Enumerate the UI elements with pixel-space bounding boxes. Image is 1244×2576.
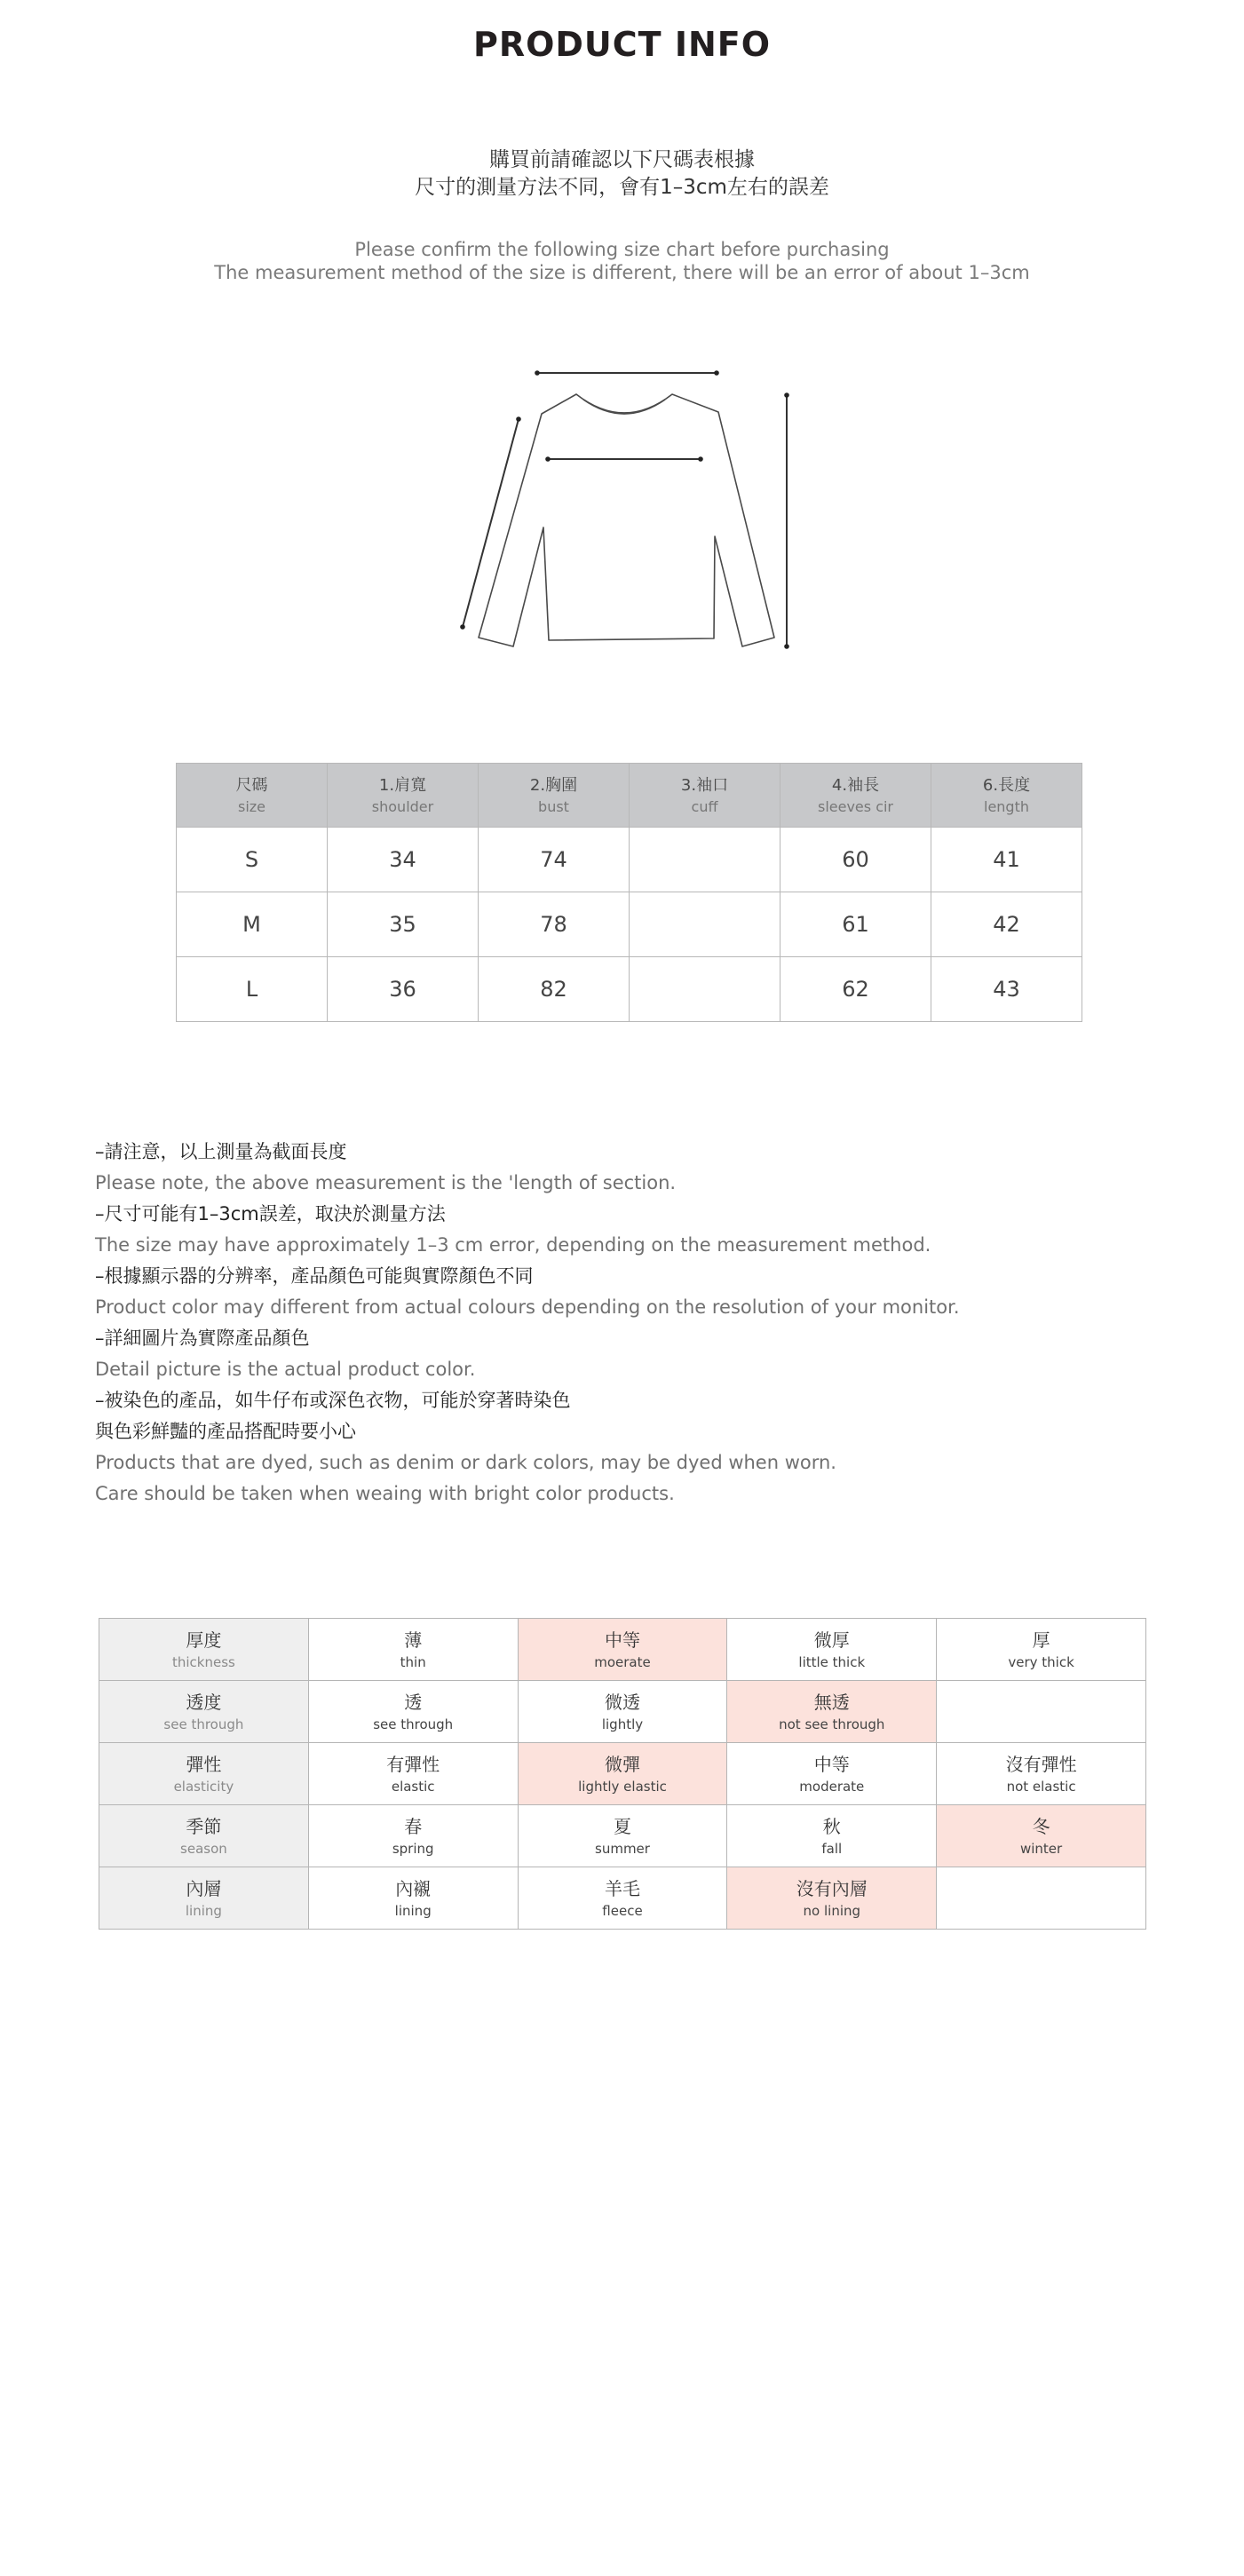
attribute-option	[308, 1805, 518, 1867]
attribute-option	[727, 1619, 937, 1681]
header-label-en: size	[237, 797, 266, 815]
note-en: Detail picture is the actual product color.	[95, 1359, 476, 1380]
header-label-zh: 6.長度	[982, 775, 1031, 795]
attribute-row	[99, 1805, 1146, 1867]
option-label-en: very thick	[1008, 1653, 1074, 1670]
attribute-option-selected	[518, 1743, 727, 1805]
intro-zh-line-1: 購買前請確認以下尺碼表根據	[489, 148, 755, 171]
option-label-en: lining	[394, 1902, 432, 1919]
option-label-en: moerate	[594, 1653, 651, 1670]
size-value-cell: 74	[479, 828, 630, 892]
option-label-zh: 薄	[404, 1629, 423, 1651]
intro-english	[0, 238, 1244, 284]
size-chart-header	[177, 764, 1082, 828]
attribute-option-selected	[727, 1867, 937, 1930]
attribute-option	[308, 1743, 518, 1805]
attribute-name-zh: 透度	[186, 1691, 222, 1713]
size-value-cell: 34	[328, 828, 479, 892]
option-label-zh: 中等	[604, 1629, 640, 1651]
option-label-en: lightly	[601, 1716, 644, 1732]
option-label-zh: 沒有內層	[796, 1877, 868, 1899]
note-zh: –請注意，以上測量為截面長度	[95, 1141, 347, 1162]
attribute-header-cell	[99, 1867, 309, 1930]
option-label-zh: 中等	[813, 1753, 850, 1775]
attribute-option	[937, 1681, 1146, 1743]
fabric-attributes-table	[99, 1618, 1146, 1930]
attribute-name-en: lining	[185, 1902, 222, 1919]
size-label-cell: M	[177, 892, 328, 957]
size-chart-row	[177, 892, 1082, 957]
page-title: PRODUCT INFO	[472, 25, 772, 64]
note-zh: –被染色的產品，如牛仔布或深色衣物，可能於穿著時染色	[95, 1390, 571, 1411]
attribute-header-cell	[99, 1743, 309, 1805]
size-value-cell: 60	[780, 828, 931, 892]
size-value-cell	[630, 892, 780, 957]
header-label-en: shoulder	[371, 797, 434, 815]
size-label-cell: S	[177, 828, 328, 892]
attribute-option	[727, 1805, 937, 1867]
note-en: Please note, the above measurement is the 'length of section.	[95, 1172, 677, 1193]
attribute-header-cell	[99, 1805, 309, 1867]
size-value-cell: 82	[479, 957, 630, 1022]
attribute-row	[99, 1743, 1146, 1805]
attribute-header-cell	[99, 1619, 309, 1681]
option-label-zh: 微透	[604, 1691, 640, 1713]
attribute-row	[99, 1867, 1146, 1930]
attribute-option	[308, 1619, 518, 1681]
option-label-en: lightly elastic	[578, 1778, 667, 1795]
size-value-cell: 78	[479, 892, 630, 957]
option-label-zh: 夏	[613, 1815, 631, 1837]
size-chart-header-cell	[177, 764, 328, 828]
attribute-row	[99, 1619, 1146, 1681]
option-label-en: see through	[373, 1716, 454, 1732]
header-label-zh: 尺碼	[235, 775, 268, 795]
attribute-option-selected	[937, 1805, 1146, 1867]
option-label-en: not elastic	[1006, 1778, 1076, 1795]
size-label-cell: L	[177, 957, 328, 1022]
size-value-cell: 61	[780, 892, 931, 957]
size-chart-header-cell	[630, 764, 780, 828]
header-label-zh: 1.肩寬	[378, 775, 427, 795]
note-en: Products that are dyed, such as denim or dark colors, may be dyed when worn.	[95, 1452, 836, 1473]
attribute-name-zh: 內層	[186, 1877, 222, 1899]
sweater-outline	[479, 394, 774, 646]
header-label-zh: 2.胸圍	[529, 775, 578, 795]
option-label-zh: 有彈性	[386, 1753, 440, 1775]
attribute-option-selected	[727, 1681, 937, 1743]
size-chart-header-cell	[780, 764, 931, 828]
intro-zh-line-2: 尺寸的測量方法不同，會有1–3cm左右的誤差	[415, 176, 829, 199]
note-zh: –尺寸可能有1–3cm誤差，取決於測量方法	[95, 1203, 446, 1225]
option-label-en: fleece	[602, 1902, 643, 1919]
option-label-zh: 沒有彈性	[1005, 1753, 1077, 1775]
attribute-name-en: thickness	[171, 1653, 235, 1670]
header-label-en: length	[984, 797, 1029, 815]
attribute-header-cell	[99, 1681, 309, 1743]
size-chart-header-cell	[931, 764, 1082, 828]
header-label-en: cuff	[691, 797, 718, 815]
size-value-cell: 36	[328, 957, 479, 1022]
attribute-row	[99, 1681, 1146, 1743]
option-label-en: winter	[1019, 1840, 1063, 1857]
size-value-cell	[630, 957, 780, 1022]
option-label-zh: 厚	[1032, 1629, 1050, 1651]
note-en: The size may have approximately 1–3 cm error, depending on the measurement method.	[95, 1234, 931, 1256]
sweater-measurement-diagram	[453, 355, 808, 666]
header-label-zh: 3.袖口	[680, 775, 729, 795]
attribute-option	[937, 1743, 1146, 1805]
option-label-en: thin	[400, 1653, 426, 1670]
attribute-name-en: elasticity	[173, 1778, 234, 1795]
size-chart-row	[177, 957, 1082, 1022]
note-zh: –詳細圖片為實際產品顏色	[95, 1328, 310, 1349]
size-value-cell: 35	[328, 892, 479, 957]
intro-en-line-1: Please confirm the following size chart before purchasing	[354, 239, 890, 260]
attribute-option	[518, 1805, 727, 1867]
size-value-cell: 62	[780, 957, 931, 1022]
attribute-name-zh: 厚度	[186, 1629, 222, 1651]
option-label-en: summer	[595, 1840, 650, 1857]
option-label-en: spring	[392, 1840, 434, 1857]
header-label-en: sleeves cir	[817, 797, 894, 815]
size-chart-table	[176, 763, 1082, 1022]
intro-chinese	[0, 147, 1244, 202]
option-label-en: fall	[821, 1840, 843, 1857]
attribute-option	[937, 1867, 1146, 1930]
note-en: Product color may different from actual colours depending on the resolution of your monitor.	[95, 1296, 960, 1318]
note-zh: –根據顯示器的分辨率，產品顏色可能與實際顏色不同	[95, 1265, 534, 1287]
attribute-option	[727, 1743, 937, 1805]
option-label-zh: 秋	[822, 1815, 841, 1837]
attribute-option-selected	[518, 1619, 727, 1681]
option-label-zh: 羊毛	[604, 1877, 640, 1899]
size-value-cell	[630, 828, 780, 892]
intro-en-line-2: The measurement method of the size is different, there will be an error of about 1–3cm	[214, 262, 1030, 283]
option-label-zh: 春	[404, 1815, 423, 1837]
option-label-zh: 透	[404, 1691, 423, 1713]
size-value-cell: 43	[931, 957, 1082, 1022]
attribute-option	[518, 1681, 727, 1743]
option-label-zh: 內襯	[395, 1877, 432, 1899]
size-value-cell: 41	[931, 828, 1082, 892]
attribute-name-en: season	[180, 1840, 227, 1857]
attribute-option	[308, 1867, 518, 1930]
attribute-name-en: see through	[163, 1716, 244, 1732]
attribute-name-zh: 彈性	[186, 1753, 222, 1775]
attribute-name-zh: 季節	[186, 1815, 222, 1837]
size-chart-row	[177, 828, 1082, 892]
size-chart-header-cell	[328, 764, 479, 828]
option-label-zh: 微彈	[604, 1753, 640, 1775]
attribute-option	[518, 1867, 727, 1930]
option-label-en: moderate	[799, 1778, 865, 1795]
header-label-en: bust	[538, 797, 569, 815]
option-label-zh: 冬	[1032, 1815, 1050, 1837]
option-label-en: little thick	[798, 1653, 866, 1670]
note-en: Care should be taken when weaing with bright color products.	[95, 1483, 675, 1504]
size-chart-header-cell	[479, 764, 630, 828]
option-label-en: elastic	[391, 1778, 435, 1795]
option-label-zh: 無透	[813, 1691, 850, 1713]
option-label-zh: 微厚	[813, 1629, 850, 1651]
note-zh: 與色彩鮮豔的產品搭配時要小心	[95, 1421, 356, 1442]
option-label-en: no lining	[803, 1902, 861, 1919]
header-label-zh: 4.袖長	[831, 775, 880, 795]
attribute-option	[308, 1681, 518, 1743]
collar-line	[583, 400, 665, 414]
size-value-cell: 42	[931, 892, 1082, 957]
option-label-en: not see through	[779, 1716, 885, 1732]
care-notes	[95, 1137, 1161, 1510]
attribute-option	[937, 1619, 1146, 1681]
